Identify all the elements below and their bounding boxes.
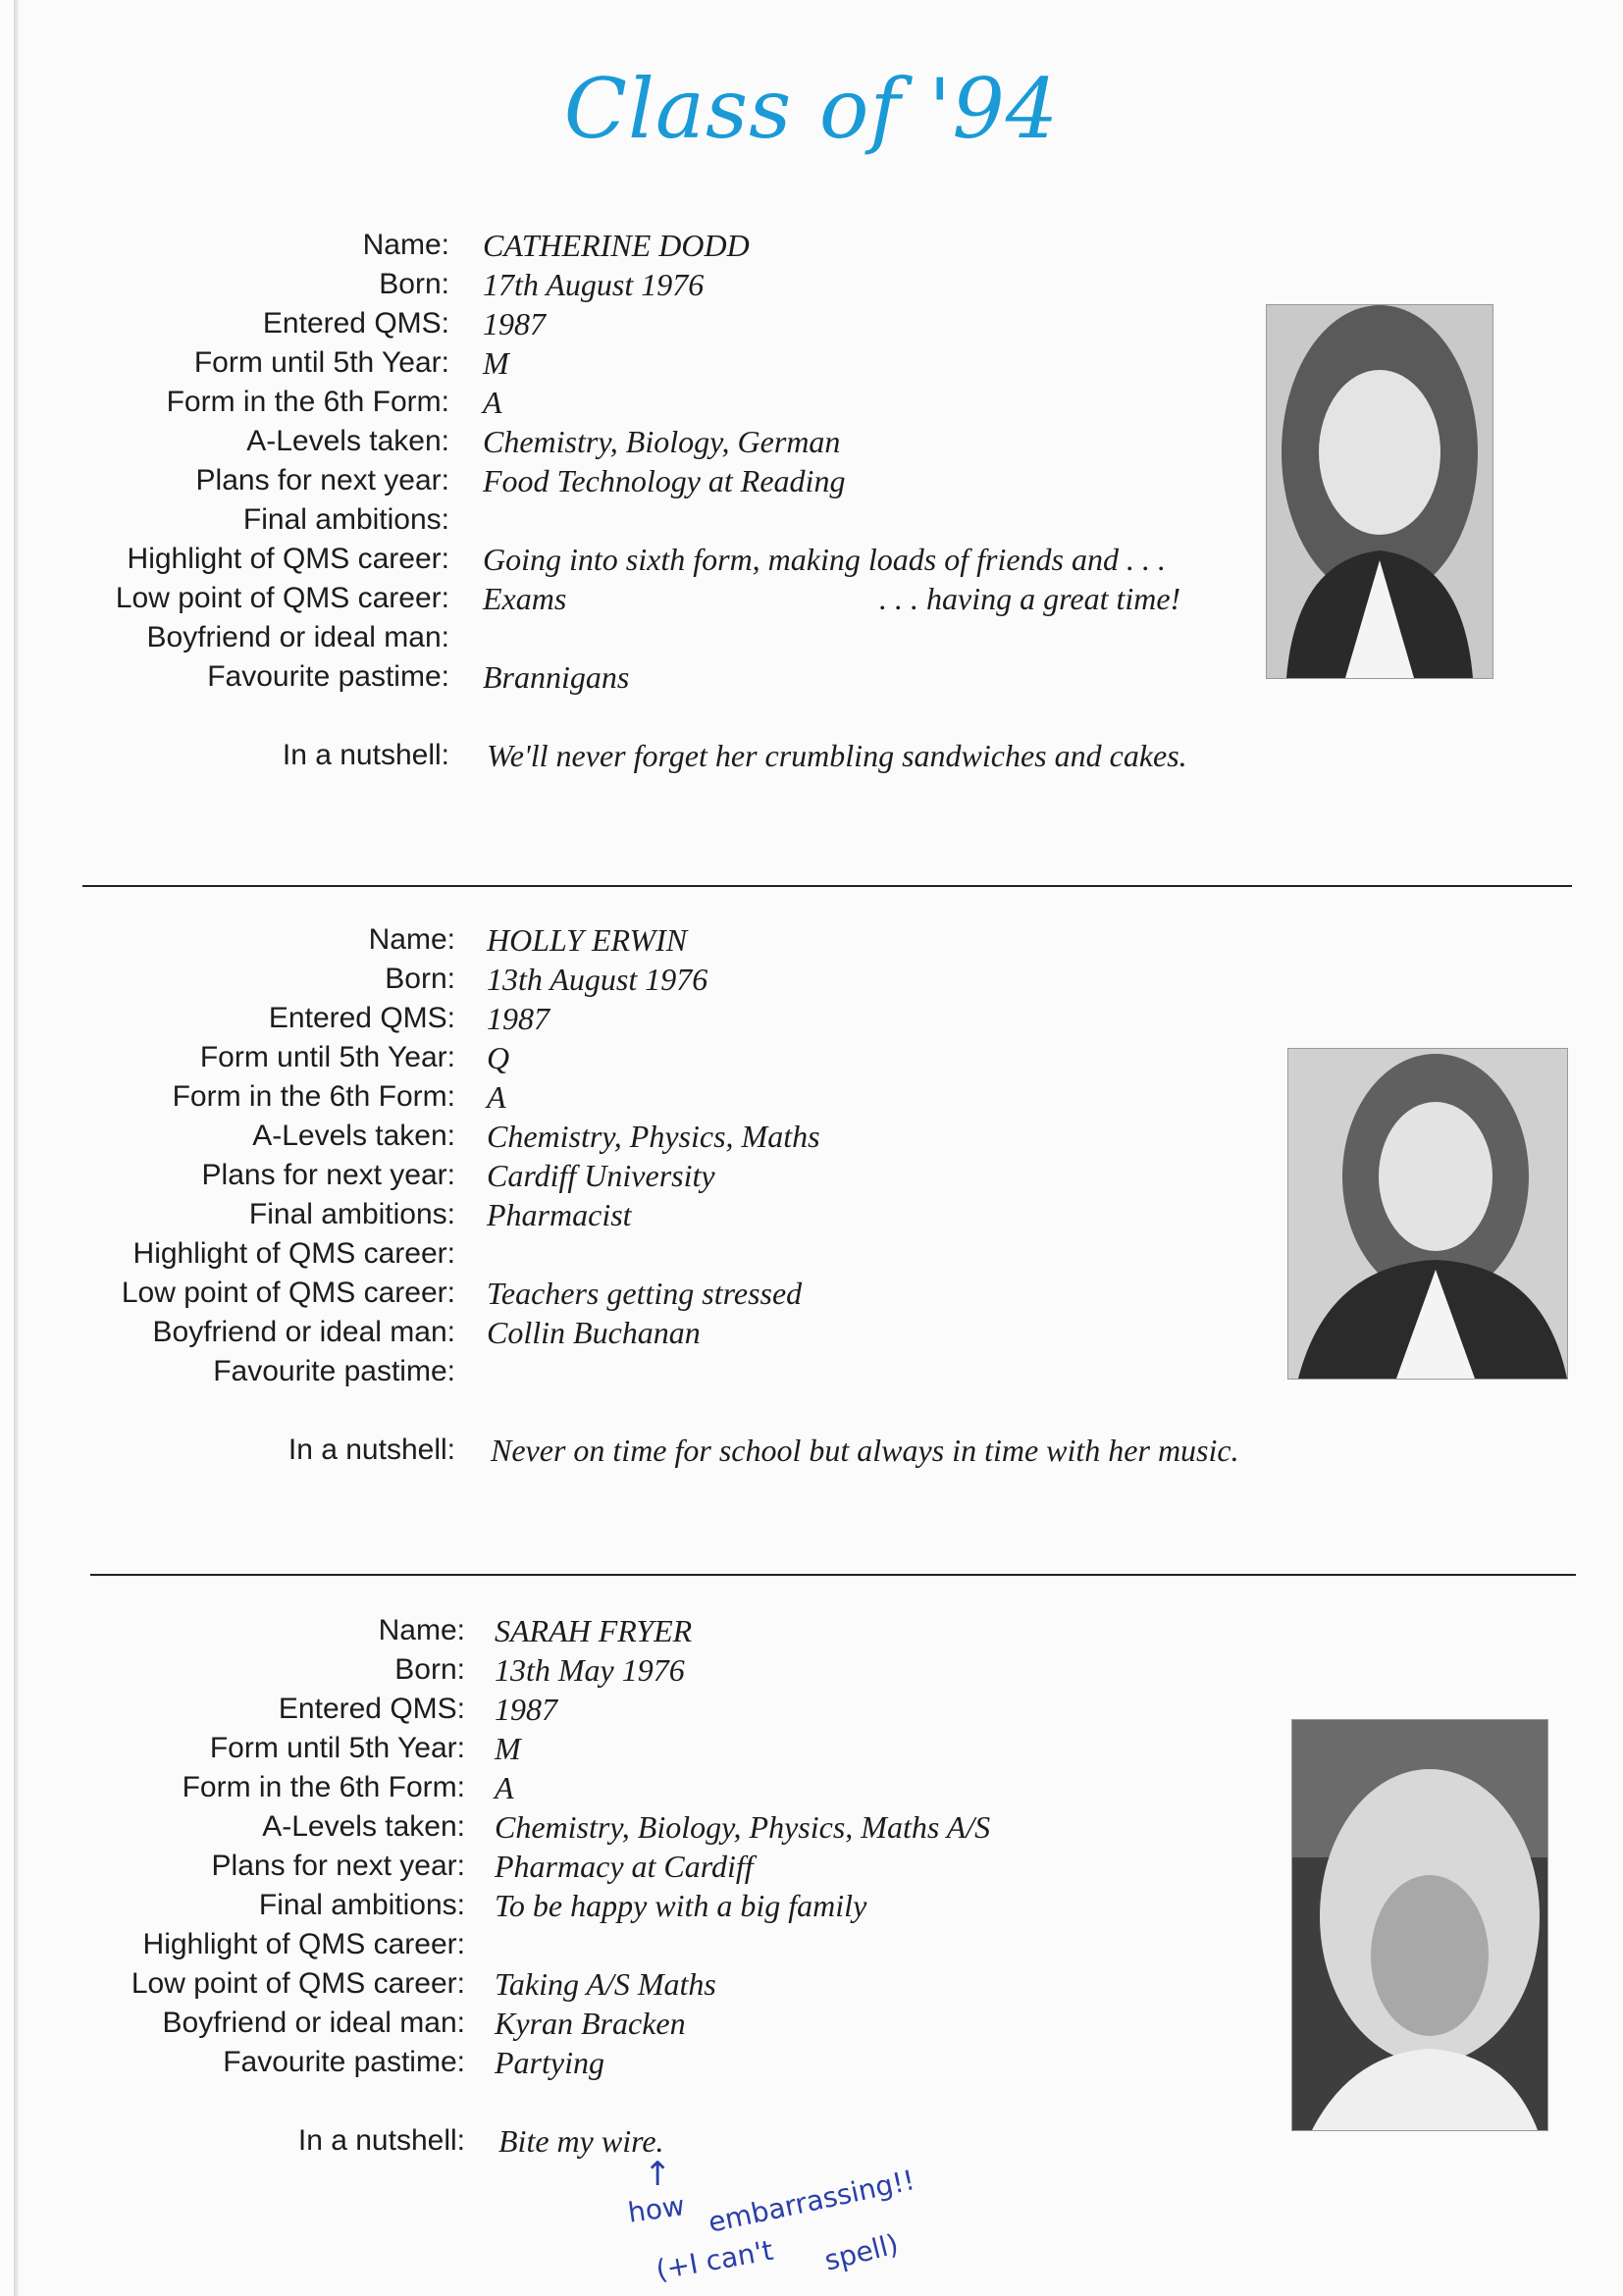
student-alevels: Chemistry, Biology, Physics, Maths A/S — [495, 1809, 991, 1845]
label-pastime: Favourite pastime: — [213, 1355, 455, 1387]
student-ambitions: To be happy with a big family — [495, 1888, 867, 1923]
student-plans: Pharmacy at Cardiff — [495, 1849, 754, 1884]
label-name: Name: — [368, 923, 455, 956]
student-name: CATHERINE DODD — [483, 228, 750, 263]
student-pastime: Partying — [495, 2045, 604, 2080]
student-form5: Q — [487, 1040, 510, 1075]
student-boyfriend: Collin Buchanan — [487, 1315, 701, 1350]
student-boyfriend: Kyran Bracken — [495, 2006, 686, 2041]
label-highlight: Highlight of QMS career: — [127, 543, 449, 575]
label-nutshell: In a nutshell: — [282, 739, 449, 771]
portrait-silhouette-icon — [1267, 305, 1492, 678]
label-boyfriend: Boyfriend or ideal man: — [146, 621, 449, 653]
label-name: Name: — [362, 229, 449, 261]
label-lowpoint: Low point of QMS career: — [131, 1967, 465, 2000]
student-lowpoint: Exams — [483, 581, 567, 616]
student-form6: A — [487, 1079, 506, 1115]
label-form6: Form in the 6th Form: — [166, 386, 449, 418]
handwritten-note-line-2: embarrassing!! — [705, 2164, 918, 2239]
student-entered: 1987 — [483, 306, 546, 341]
student-form6: A — [483, 385, 502, 420]
label-form6: Form in the 6th Form: — [182, 1771, 465, 1803]
label-born: Born: — [394, 1653, 465, 1686]
label-boyfriend: Boyfriend or ideal man: — [152, 1316, 455, 1348]
highlight-continuation: . . . having a great time! — [879, 581, 1181, 616]
student-born: 13th August 1976 — [487, 962, 708, 997]
student-photo — [1287, 1048, 1568, 1380]
label-born: Born: — [385, 963, 455, 995]
portrait-silhouette-icon — [1292, 1720, 1547, 2130]
student-name: HOLLY ERWIN — [487, 922, 688, 958]
student-born: 13th May 1976 — [495, 1652, 685, 1688]
label-highlight: Highlight of QMS career: — [142, 1928, 465, 1960]
label-alevels: A-Levels taken: — [262, 1810, 465, 1843]
handwritten-note-line-3: (+I can't — [653, 2233, 776, 2287]
label-form5: Form until 5th Year: — [209, 1732, 465, 1764]
student-form5: M — [483, 345, 509, 381]
handwritten-arrow: ↑ — [644, 2155, 672, 2194]
label-plans: Plans for next year: — [195, 464, 449, 496]
student-alevels: Chemistry, Physics, Maths — [487, 1119, 820, 1154]
label-ambitions: Final ambitions: — [242, 503, 449, 536]
section-divider-2 — [90, 1574, 1576, 1576]
label-form6: Form in the 6th Form: — [172, 1080, 455, 1113]
label-lowpoint: Low point of QMS career: — [115, 582, 449, 614]
label-entered: Entered QMS: — [268, 1002, 455, 1034]
student-alevels: Chemistry, Biology, German — [483, 424, 841, 459]
student-nutshell: Bite my wire. — [498, 2123, 664, 2159]
student-born: 17th August 1976 — [483, 267, 705, 302]
student-ambitions: Pharmacist — [487, 1197, 632, 1232]
student-nutshell: We'll never forget her crumbling sandwiches and cakes. — [487, 738, 1187, 773]
student-lowpoint: Taking A/S Maths — [495, 1966, 716, 2002]
portrait-silhouette-icon — [1288, 1049, 1567, 1379]
label-entered: Entered QMS: — [262, 307, 449, 339]
page-title: Class of '94 — [563, 61, 1060, 157]
label-form5: Form until 5th Year: — [199, 1041, 455, 1073]
student-plans: Cardiff University — [487, 1158, 715, 1193]
label-pastime: Favourite pastime: — [207, 660, 449, 693]
label-plans: Plans for next year: — [201, 1159, 455, 1191]
label-ambitions: Final ambitions: — [248, 1198, 455, 1230]
handwritten-note-line-4: spell) — [821, 2227, 902, 2277]
label-alevels: A-Levels taken: — [252, 1120, 455, 1152]
label-boyfriend: Boyfriend or ideal man: — [162, 2007, 465, 2039]
section-divider-1 — [82, 885, 1572, 887]
label-pastime: Favourite pastime: — [223, 2046, 465, 2078]
handwritten-note-line-1: how — [625, 2189, 687, 2229]
label-form5: Form until 5th Year: — [193, 346, 449, 379]
label-highlight: Highlight of QMS career: — [132, 1237, 455, 1270]
student-lowpoint: Teachers getting stressed — [487, 1276, 803, 1311]
label-name: Name: — [378, 1614, 465, 1646]
student-nutshell: Never on time for school but always in time with her music. — [491, 1433, 1239, 1468]
label-born: Born: — [379, 268, 449, 300]
student-name: SARAH FRYER — [495, 1613, 693, 1648]
student-form5: M — [495, 1731, 521, 1766]
label-lowpoint: Low point of QMS career: — [121, 1277, 455, 1309]
student-form6: A — [495, 1770, 514, 1805]
student-entered: 1987 — [495, 1692, 557, 1727]
label-alevels: A-Levels taken: — [246, 425, 449, 457]
label-entered: Entered QMS: — [278, 1693, 465, 1725]
label-ambitions: Final ambitions: — [258, 1889, 465, 1921]
label-nutshell: In a nutshell: — [288, 1434, 455, 1466]
student-pastime: Brannigans — [483, 659, 630, 695]
student-plans: Food Technology at Reading — [483, 463, 846, 498]
student-photo — [1266, 304, 1493, 679]
student-entered: 1987 — [487, 1001, 550, 1036]
student-highlight: Going into sixth form, making loads of friends and . . . — [483, 542, 1166, 577]
label-nutshell: In a nutshell: — [297, 2124, 465, 2157]
label-plans: Plans for next year: — [211, 1850, 465, 1882]
student-photo — [1291, 1719, 1548, 2131]
